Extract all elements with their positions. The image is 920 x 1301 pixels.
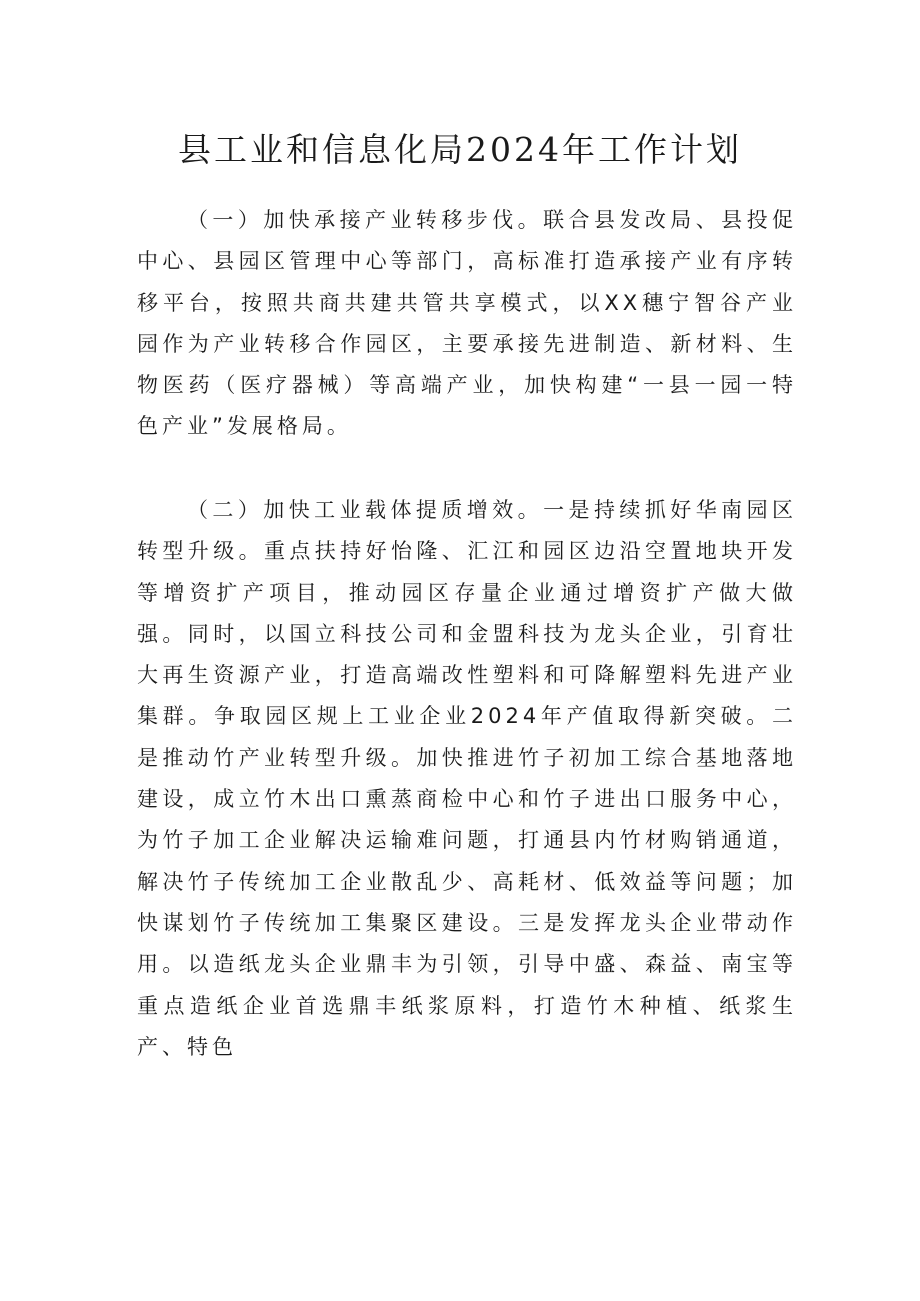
document-title: 县工业和信息化局2024年工作计划 [178,130,742,169]
paragraph-2: （二）加快工业载体提质增效。一是持续抓好华南园区转型升级。重点扶持好怡隆、汇江和园区边沿空置地块开发等增资扩产项目，推动园区存量企业通过增资扩产做大做强。同时，以国立科技公司和金盟科技为龙头企业，引育壮大再生资源产业，打造高端改性塑料和可降解塑料先进产业集群。争取园区规上工业企业2024年产值取得新突破。二是推动竹产业转型升级。加快推进竹子初加工综合基地落地建设，成立竹木出口熏蒸商检中心和竹子进出口服务中心，为竹子加工企业解决运输难问题，打通县内竹材购销通道，解决竹子传统加工企业散乱少、高耗材、低效益等问题；加快谋划竹子传统加工集聚区建设。三是发挥龙头企业带动作用。以造纸龙头企业鼎丰为引领，引导中盛、森益、南宝等重点造纸企业首选鼎丰纸浆原料，打造竹木种植、纸浆生产、特色 [137,498,797,1059]
paragraph-1: （一）加快承接产业转移步伐。联合县发改局、县投促中心、县园区管理中心等部门，高标准打造承接产业有序转移平台，按照共商共建共管共享模式，以XX穗宁智谷产业园作为产业转移合作园区，主要承接先进制造、新材料、生物医药（医疗器械）等高端产业，加快构建“一县一园一特色产业”发展格局。 [137,208,797,439]
